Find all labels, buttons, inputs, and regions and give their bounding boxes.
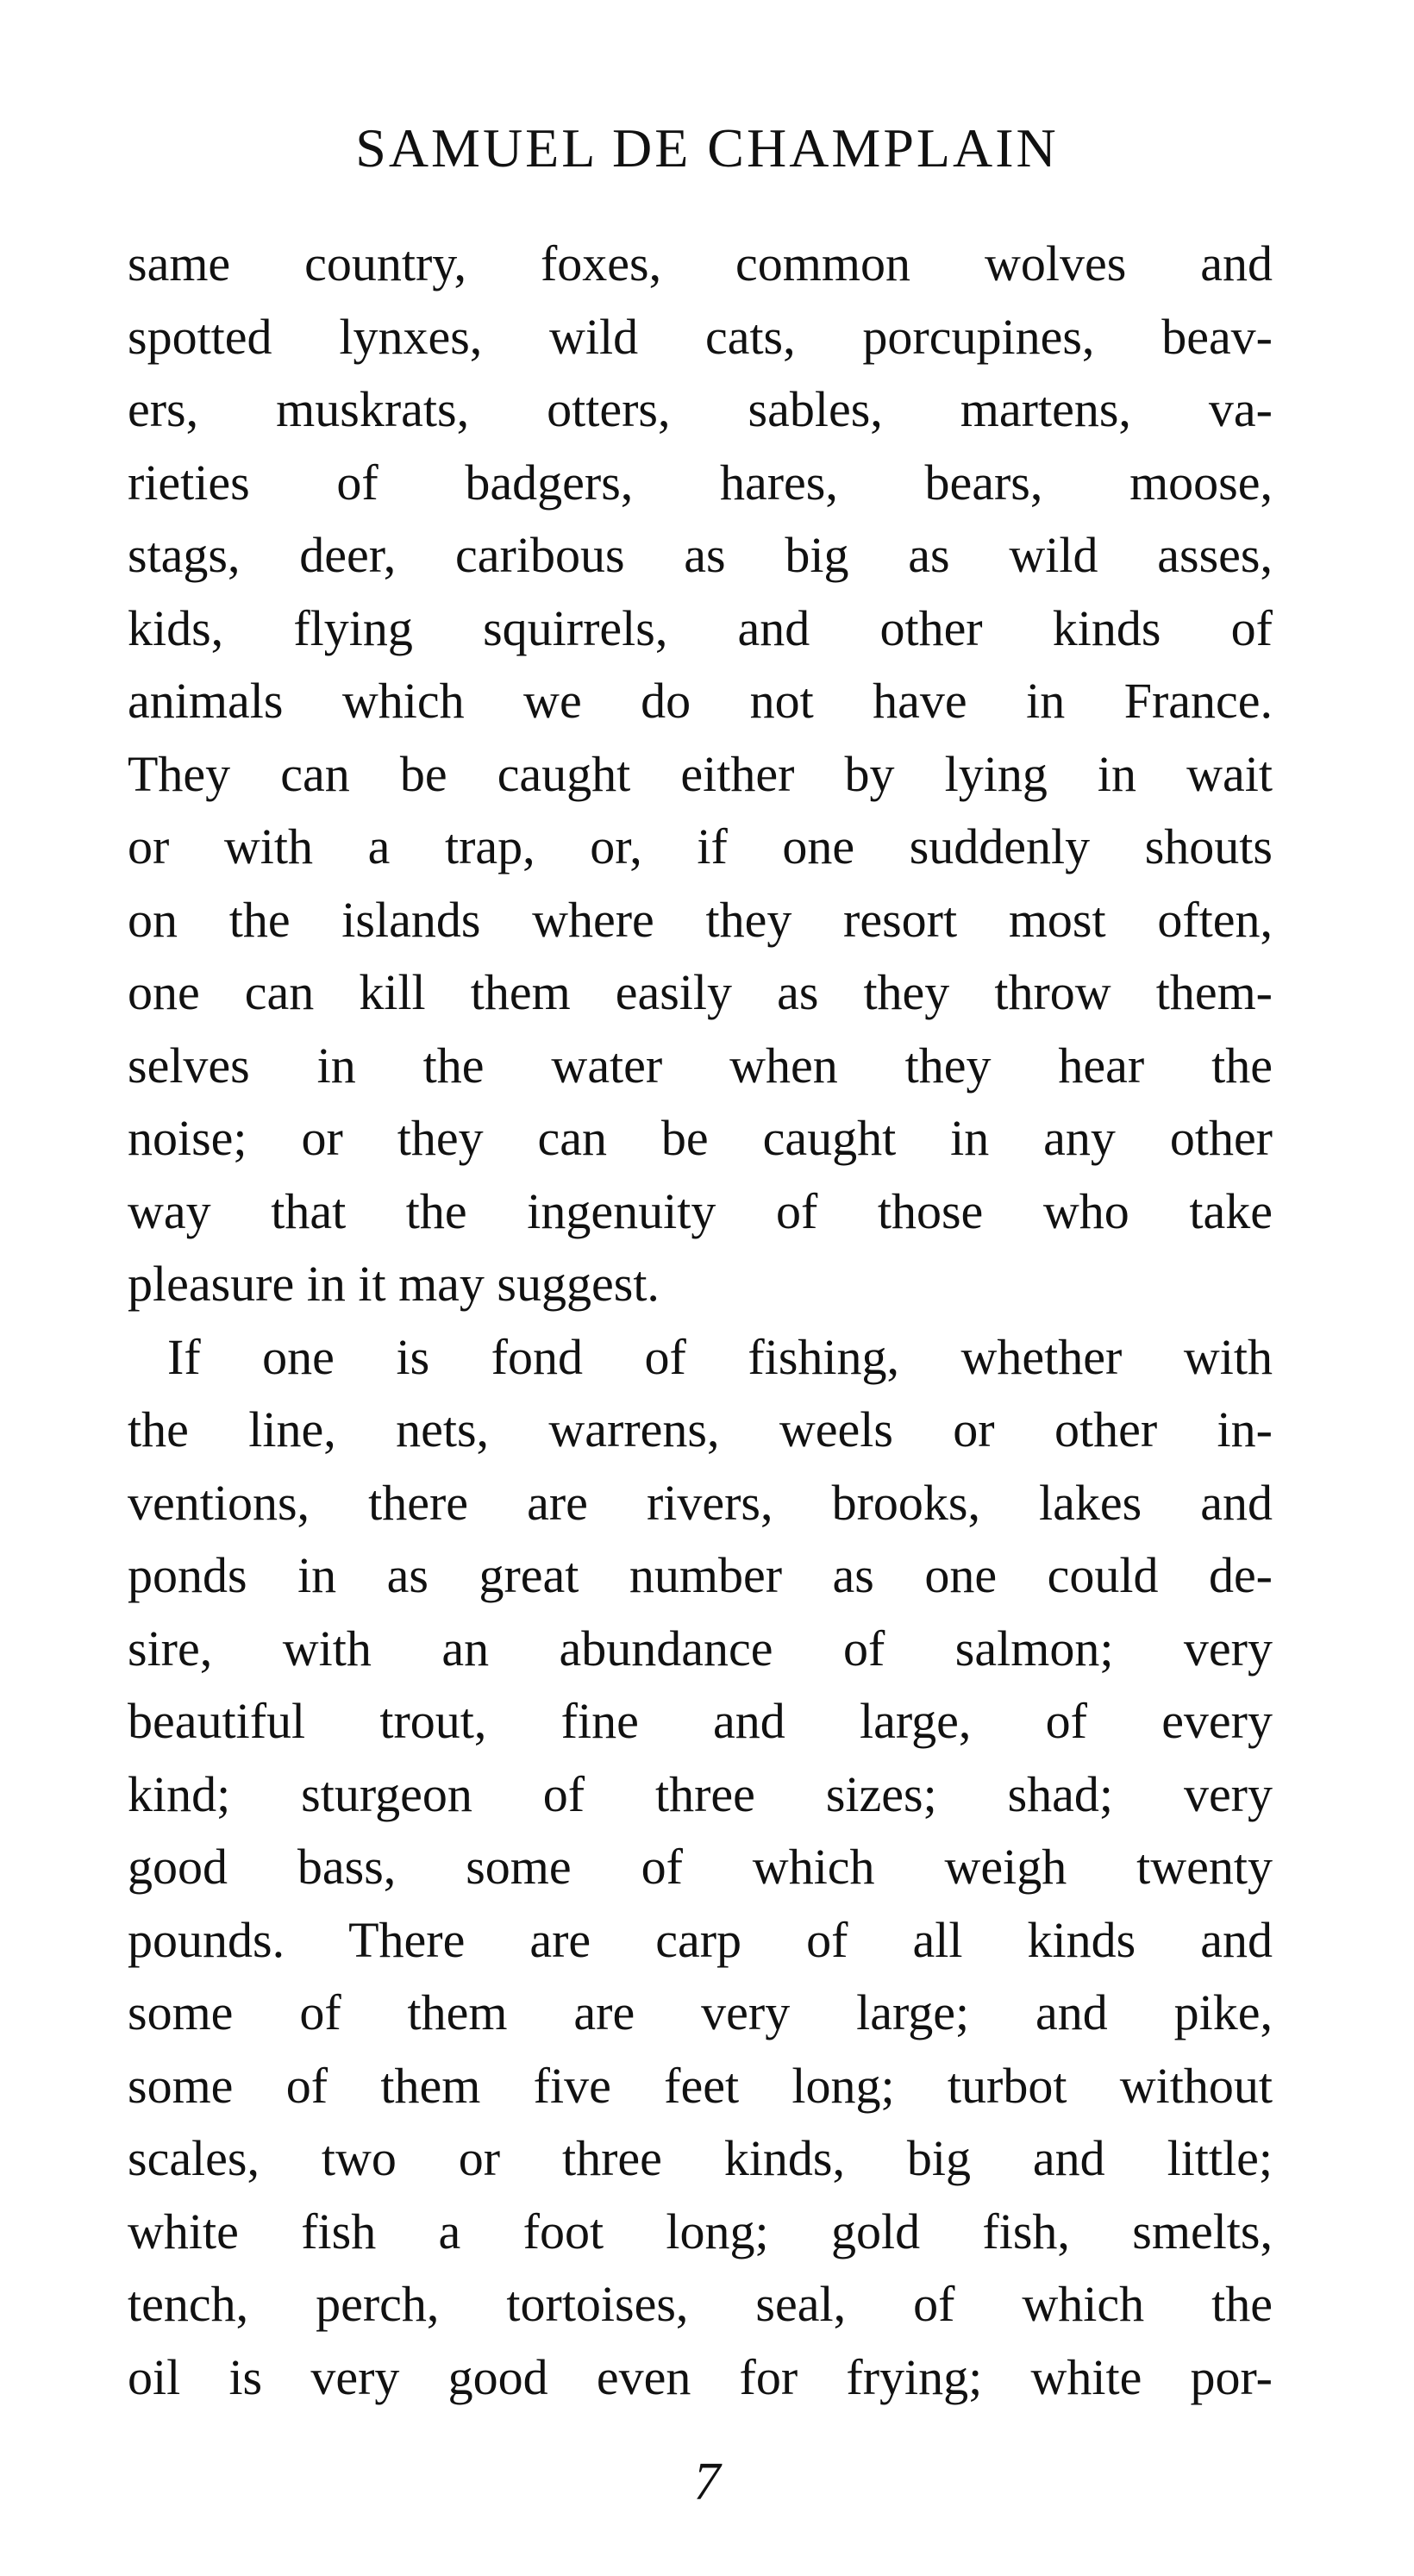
text-line: some of them are very large; and pike, <box>128 1984 1273 2040</box>
text-line: or with a trap, or, if one suddenly shouts <box>128 818 1273 874</box>
text-line: spotted lynxes, wild cats, porcupines, beav- <box>128 308 1273 365</box>
text-line: noise; or they can be caught in any other <box>128 1110 1273 1166</box>
text-line: white fish a foot long; gold fish, smelts, <box>128 2203 1273 2259</box>
text-line: good bass, some of which weigh twenty <box>128 1839 1273 1895</box>
body-text <box>128 228 1273 2414</box>
text-line: the line, nets, warrens, weels or other in- <box>128 1401 1273 1457</box>
text-line: ponds in as great number as one could de- <box>128 1547 1273 1603</box>
text-line: kids, flying squirrels, and other kinds of <box>128 599 1273 656</box>
text-line: selves in the water when they hear the <box>128 1037 1273 1094</box>
text-line: way that the ingenuity of those who take <box>128 1182 1273 1239</box>
text-line: tench, perch, tortoises, seal, of which the <box>128 2276 1273 2332</box>
text-line: beautiful trout, fine and large, of every <box>128 1693 1273 1749</box>
text-line: rieties of badgers, hares, bears, moose, <box>128 454 1273 511</box>
text-line: sire, with an abundance of salmon; very <box>128 1620 1273 1677</box>
text-line: same country, foxes, common wolves and <box>128 235 1273 291</box>
text-line: ventions, there are rivers, brooks, lakes and <box>128 1474 1273 1531</box>
text-line: animals which we do not have in France. <box>128 673 1273 729</box>
text-line: pleasure in it may suggest. <box>128 1256 660 1312</box>
text-line: on the islands where they resort most often, <box>128 891 1273 948</box>
text-line: oil is very good even for frying; white por- <box>128 2348 1273 2405</box>
text-line: kind; sturgeon of three sizes; shad; very <box>128 1765 1273 1822</box>
text-line: ers, muskrats, otters, sables, martens, va- <box>128 381 1273 437</box>
text-line: stags, deer, caribous as big as wild asses, <box>128 527 1273 583</box>
text-line: scales, two or three kinds, big and little; <box>128 2130 1273 2186</box>
running-head: SAMUEL DE CHAMPLAIN <box>355 117 1059 179</box>
text-line: some of them five feet long; turbot without <box>128 2057 1273 2114</box>
text-line: They can be caught either by lying in wait <box>128 745 1273 802</box>
text-line: one can kill them easily as they throw them- <box>128 964 1273 1020</box>
page-number: 7 <box>693 2453 721 2511</box>
text-line: If one is fond of fishing, whether with <box>167 1328 1273 1385</box>
text-line: pounds. There are carp of all kinds and <box>128 1911 1273 1968</box>
